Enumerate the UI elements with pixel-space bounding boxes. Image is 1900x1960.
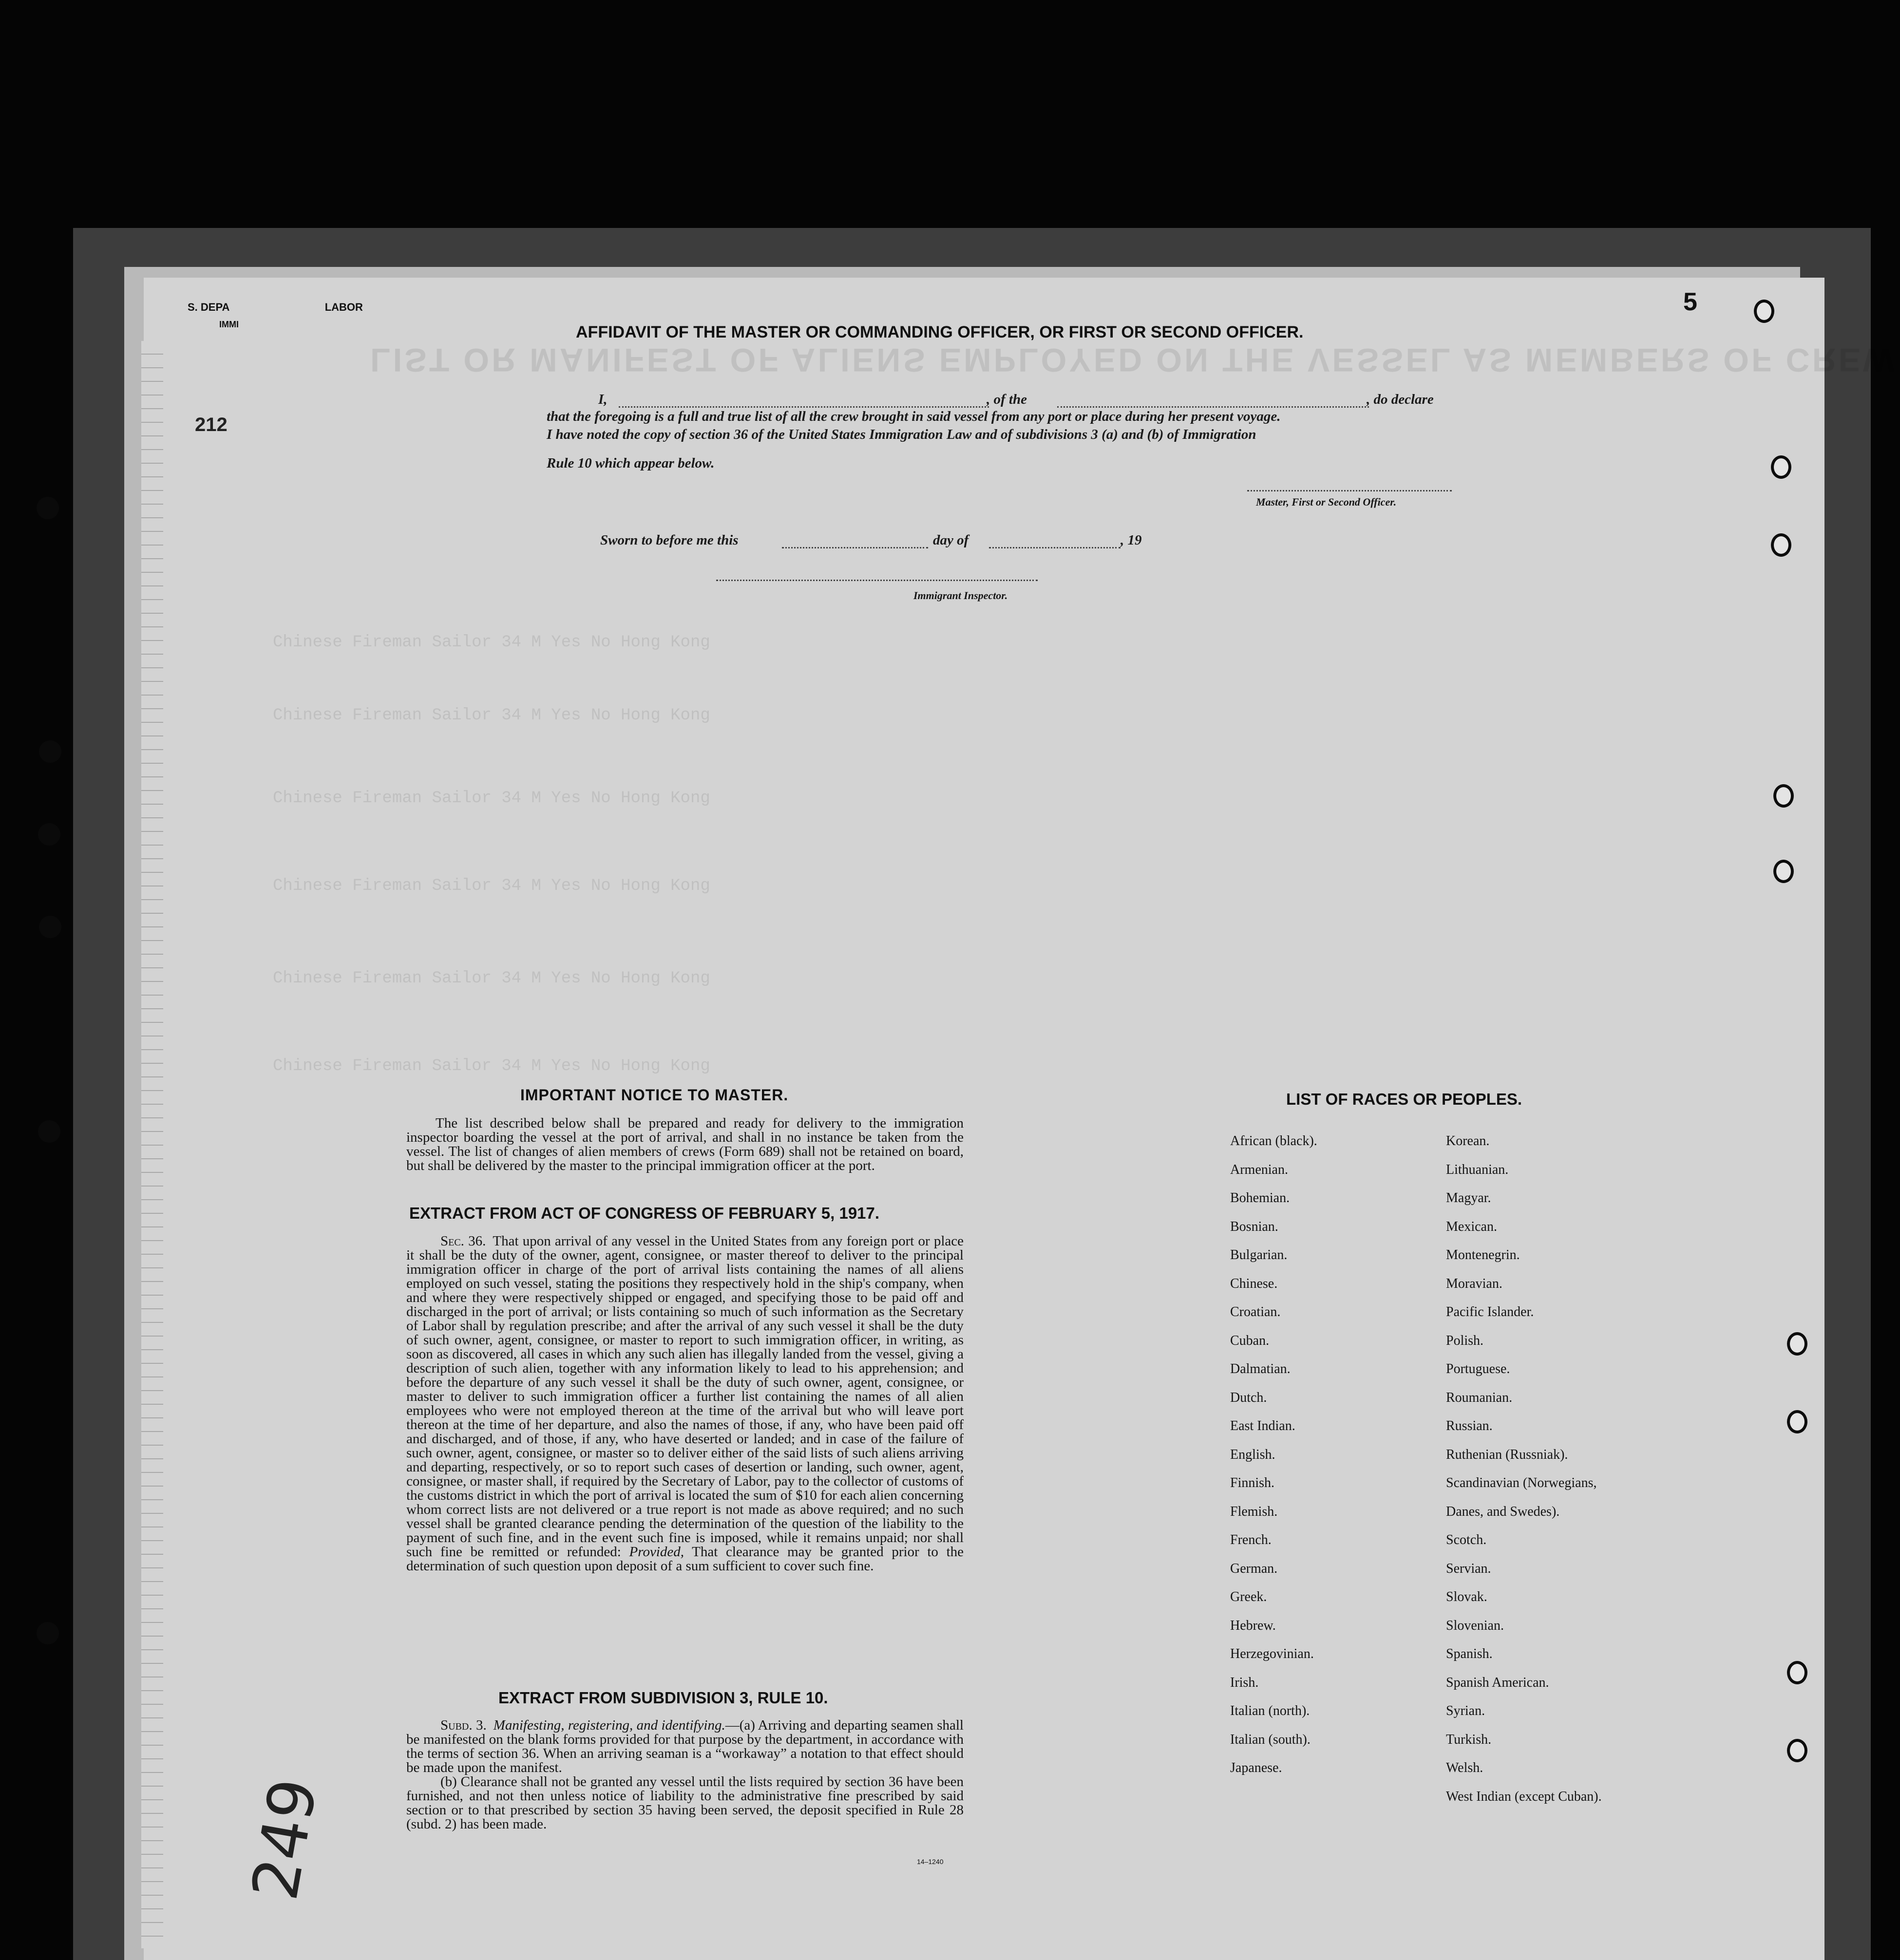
bleed-through-row: Chinese Fireman Sailor 34 M Yes No Hong Kong [273, 706, 710, 725]
act-section-end: That clearance may be granted prior to the determination of such question upon deposit of a sum sufficient to cover such fine. [406, 1544, 964, 1574]
notice-title: IMPORTANT NOTICE TO MASTER. [520, 1086, 789, 1104]
binder-ring [1787, 1661, 1807, 1684]
bleed-through-row: Chinese Fireman Sailor 34 M Yes No Hong Kong [273, 969, 710, 988]
race-item: Syrian. [1446, 1703, 1485, 1718]
race-item: Montenegrin. [1446, 1247, 1520, 1263]
race-item: Bulgarian. [1230, 1247, 1288, 1263]
rule-subd-heading: Manifesting, registering, and identifying. [493, 1717, 725, 1733]
vessel-blank [1057, 406, 1369, 408]
bleed-through-title: LIST OR MANIFEST OF ALIENS EMPLOYED ON THE VESSEL AS MEMBERS OF CREW [370, 341, 1897, 378]
act-text [406, 1234, 964, 1573]
race-item: Scotch. [1446, 1532, 1487, 1547]
rule-title: EXTRACT FROM SUBDIVISION 3, RULE 10. [498, 1689, 828, 1707]
race-item: Slovenian. [1446, 1618, 1504, 1633]
affidavit-title: AFFIDAVIT OF THE MASTER OR COMMANDING OFFICER, OR FIRST OR SECOND OFFICER. [576, 323, 1304, 341]
inspector-signature-line [716, 580, 1038, 581]
sworn-text: Sworn to before me this [600, 532, 739, 548]
race-item: Russian. [1446, 1418, 1493, 1433]
punch-hole [38, 823, 60, 846]
race-item: Italian (north). [1230, 1703, 1310, 1718]
race-item: Croatian. [1230, 1304, 1281, 1319]
race-item: Chinese. [1230, 1276, 1278, 1291]
race-item: Ruthenian (Russniak). [1446, 1447, 1568, 1462]
races-title: LIST OF RACES OR PEOPLES. [1286, 1090, 1522, 1108]
race-item: African (black). [1230, 1133, 1317, 1149]
race-item: Finnish. [1230, 1475, 1275, 1490]
margin-number: 212 [195, 414, 228, 435]
race-item: Slovak. [1446, 1589, 1487, 1604]
punch-hole [39, 740, 61, 763]
race-item: Polish. [1446, 1333, 1484, 1348]
race-item: West Indian (except Cuban). [1446, 1789, 1602, 1804]
affidavit-line-3: I have noted the copy of section 36 of the United States Immigration Law and of subdivisions 3 (a) and (b) of Immigration [547, 427, 1256, 442]
handwritten-page-number: 249 [237, 1773, 332, 1905]
punch-hole [37, 1622, 59, 1644]
rule-text [406, 1718, 964, 1831]
rule-subd-label: Subd. 3. [440, 1717, 487, 1733]
race-item: Dalmatian. [1230, 1361, 1291, 1376]
bleed-through-row: Chinese Fireman Sailor 34 M Yes No Hong Kong [273, 789, 710, 808]
master-signature-label: Master, First or Second Officer. [1256, 496, 1397, 508]
affidavit-line-2: that the foregoing is a full and true list of all the crew brought in said vessel from any port or place during her present voyage. [547, 409, 1281, 424]
binder-ring [1787, 1739, 1807, 1762]
race-item: Turkish. [1446, 1732, 1492, 1747]
bleed-through-row: Chinese Fireman Sailor 34 M Yes No Hong Kong [273, 877, 710, 895]
punch-hole [39, 916, 61, 938]
race-item: Mexican. [1446, 1219, 1497, 1234]
act-section-label: Sec. 36. [440, 1233, 486, 1249]
act-paragraph [406, 1234, 964, 1573]
race-item: Magyar. [1446, 1190, 1491, 1206]
name-blank [619, 406, 989, 408]
affidavit-declare: , do declare [1367, 392, 1434, 407]
department-stamp-left: S. DEPA [188, 301, 229, 313]
affidavit-line-4: Rule 10 which appear below. [547, 455, 715, 471]
race-item: Welsh. [1446, 1760, 1483, 1775]
binder-ring [1754, 300, 1774, 323]
rule-paragraph-a [406, 1718, 964, 1775]
races-left-column [1230, 1127, 1425, 1783]
affidavit-of-the: , of the [987, 392, 1027, 407]
act-provided: Provided, [629, 1544, 684, 1560]
race-item: Korean. [1446, 1133, 1490, 1149]
bleed-through-row: Chinese Fireman Sailor 34 M Yes No Hong Kong [273, 1057, 710, 1075]
race-item: Pacific Islander. [1446, 1304, 1534, 1319]
race-item: Dutch. [1230, 1390, 1267, 1405]
race-item: Herzegovinian. [1230, 1646, 1314, 1661]
sworn-year: , 19 [1121, 532, 1142, 548]
race-item: Moravian. [1446, 1276, 1502, 1291]
sworn-day-of: day of [933, 532, 969, 548]
act-title: EXTRACT FROM ACT OF CONGRESS OF FEBRUARY 5, 1917. [409, 1204, 880, 1222]
race-item: Servian. [1446, 1561, 1491, 1576]
sworn-month-blank [989, 547, 1121, 548]
binder-ring [1773, 784, 1794, 808]
department-stamp-sub: IMMI [219, 320, 239, 329]
notice-text [406, 1116, 964, 1173]
notice-paragraph: The list described below shall be prepared and ready for delivery to the immigration inspector boarding the vessel at the port of arrival, and shall in no instance be taken from the vessel. The list of changes of alien members of crews (Form 689) shall not be retained on board, but shall be delivered by the master to the principal immigration officer at the port. [406, 1115, 964, 1173]
race-item: Italian (south). [1230, 1732, 1311, 1747]
punch-hole [38, 1120, 60, 1143]
form-number: 14–1240 [917, 1858, 944, 1866]
race-item: Irish. [1230, 1675, 1259, 1690]
race-item: Portuguese. [1446, 1361, 1510, 1376]
binder-ring [1787, 1410, 1807, 1433]
binder-ring [1787, 1332, 1807, 1356]
act-section-text: That upon arrival of any vessel in the United States from any foreign port or place it shall be the duty of the owner, agent, consignee, or master thereof to deliver to the principal immigration officer in charge of the port of arrival lists containing the names of all aliens employed on such vessel, stating the positions they respectively hold in the ship's company, when and where they were respectively shipped or engaged, and specifying those to be paid off and discharged in the port of arrival; or lists containing so much of such information as the Secretary of Labor shall by regulation prescribe; and after the arrival of any such vessel it shall be the duty of such owner, agent, consignee, or master to report to such immigration officer, in writing, as soon as discovered, all cases in which any such alien has illegally landed from the vessel, giving a description of such alien, together with any information likely to lead to his apprehension; and before the departure of any such vessel it shall be the duty of such owner, agent, consignee, or master to deliver to such immigration officer a further list containing the names of all alien employees who were not employed thereon at the time of the arrival but who will leave port thereon at the time of her departure, and also the names of those, if any, who have been paid off and discharged, and of those, if any, who have deserted or landed; and in case of the failure of such owner, agent, consignee, or master so to deliver either of the said lists of such aliens arriving and departing, respectively, or so to report such cases of desertion or landing, such owner, agent, consignee, or master shall, if required by the Secretary of Labor, pay to the collector of customs of the customs district in which the port of arrival is located the sum of $10 for each alien concerning whom correct lists are not delivered or a true report is not made as above required; and no such vessel shall be granted clearance pending the determination of the question of the liability to the payment of such fine, and in the event such fine is imposed, while it remains unpaid; nor shall such fine be remitted or refunded: [406, 1233, 964, 1560]
ledger-edge [141, 341, 163, 1948]
sworn-day-blank [782, 547, 928, 548]
race-item: Roumanian. [1446, 1390, 1513, 1405]
master-signature-line [1247, 490, 1452, 491]
inspector-signature-label: Immigrant Inspector. [913, 589, 1008, 602]
race-item: Bohemian. [1230, 1190, 1290, 1206]
race-item: French. [1230, 1532, 1272, 1547]
race-item: Hebrew. [1230, 1618, 1276, 1633]
race-item: Cuban. [1230, 1333, 1270, 1348]
punch-hole [37, 497, 59, 519]
affidavit-i: I, [598, 392, 608, 407]
races-right-column [1446, 1127, 1699, 1811]
race-item: German. [1230, 1561, 1278, 1576]
race-item: Lithuanian. [1446, 1162, 1509, 1177]
race-item: English. [1230, 1447, 1275, 1462]
binder-ring [1771, 533, 1791, 557]
binder-ring [1771, 455, 1791, 479]
race-item: Flemish. [1230, 1504, 1278, 1519]
race-item: Scandinavian (Norwegians, Danes, and Swedes). [1446, 1475, 1597, 1519]
race-item: East Indian. [1230, 1418, 1295, 1433]
race-item: Armenian. [1230, 1162, 1288, 1177]
race-item: Spanish American. [1446, 1675, 1549, 1690]
rule-para-a: —(a) Arriving and departing seamen shall be manifested on the blank forms provided for that purpose by the department, in accordance with the terms of section 36. When an arriving seaman is a “workaway” a notation to that effect should be made upon the manifest. [406, 1717, 964, 1775]
rule-paragraph-b: (b) Clearance shall not be granted any vessel until the lists required by section 36 have been furnished, and not then unless notice of liability to the administrative fine prescribed by said section or to that prescribed by section 35 having been served, the deposit specified in Rule 28 (subd. 2) has been made. [406, 1774, 964, 1832]
race-item: Japanese. [1230, 1760, 1282, 1775]
race-item: Bosnian. [1230, 1219, 1278, 1234]
binder-ring [1773, 860, 1794, 883]
department-stamp-right: LABOR [324, 301, 363, 313]
race-item: Greek. [1230, 1589, 1267, 1604]
corner-number: 5 [1683, 288, 1697, 316]
bleed-through-row: Chinese Fireman Sailor 34 M Yes No Hong Kong [273, 633, 710, 652]
race-item: Spanish. [1446, 1646, 1493, 1661]
department-stamp [188, 301, 363, 314]
